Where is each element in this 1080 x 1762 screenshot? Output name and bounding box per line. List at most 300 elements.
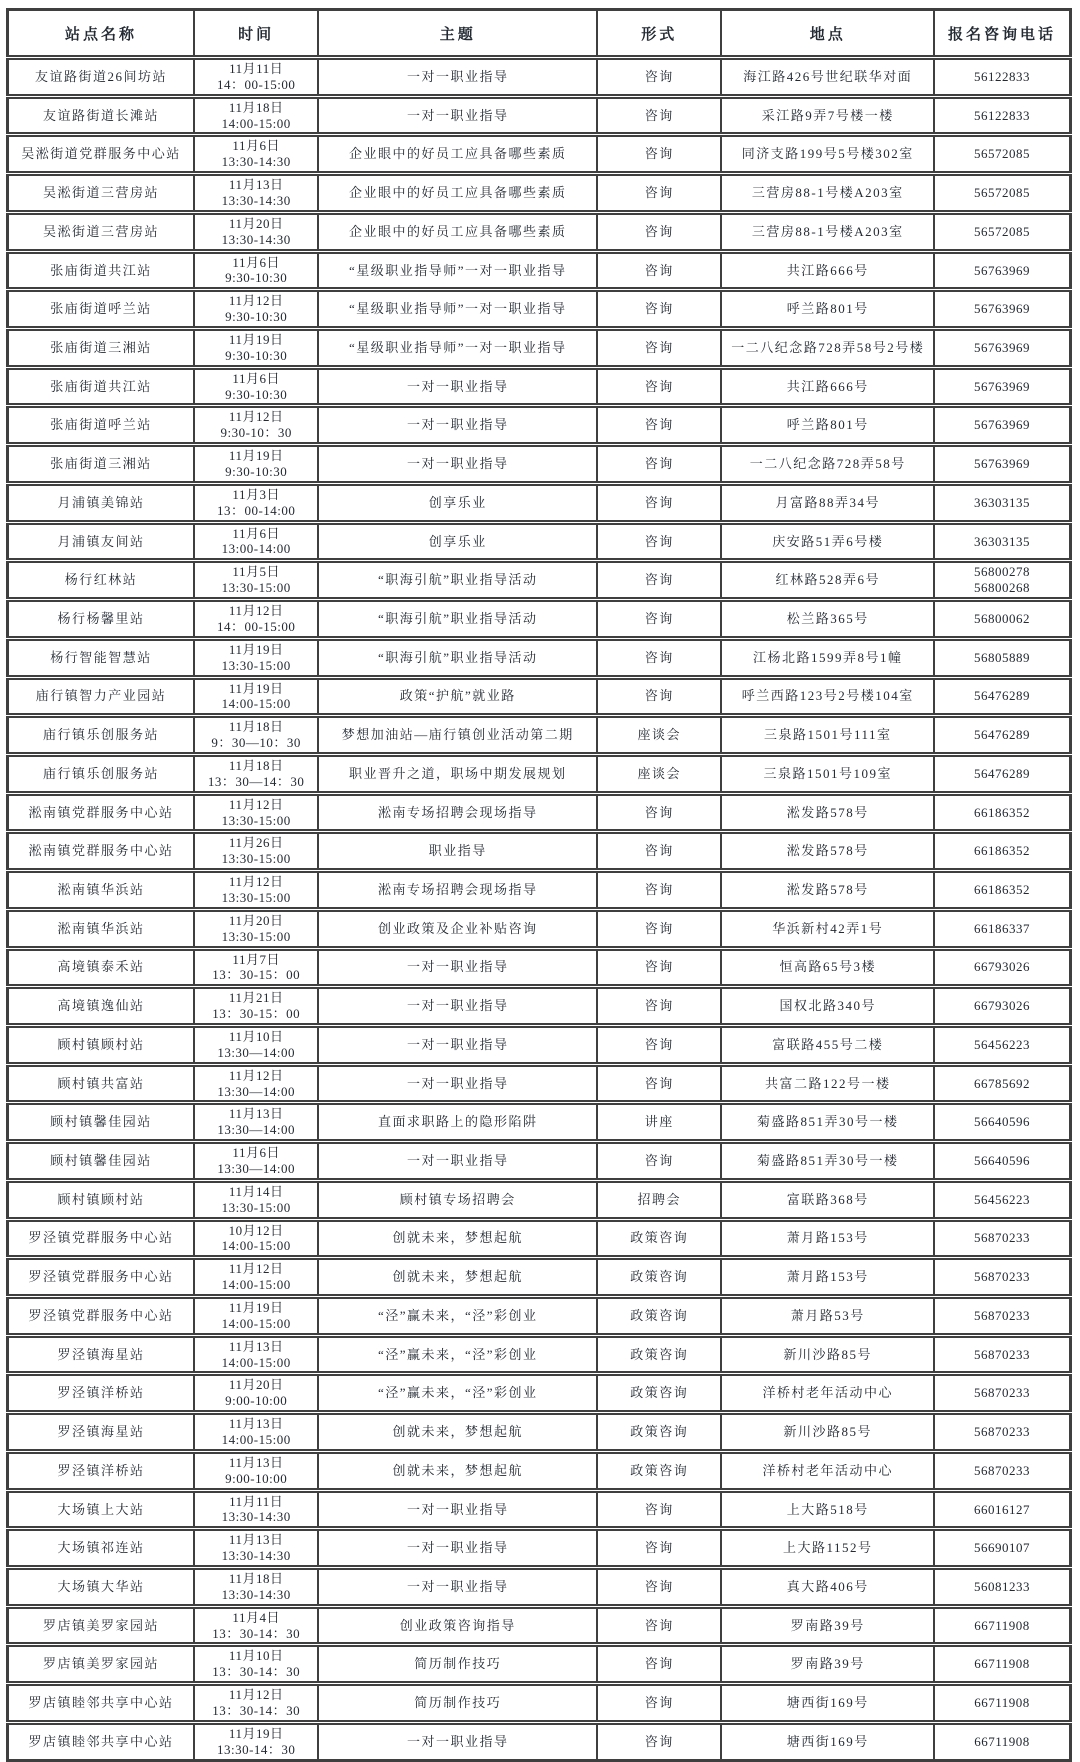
table-row: [8, 290, 1071, 329]
time-cell: [194, 754, 318, 793]
format-cell: 咨询: [597, 367, 721, 406]
topic-cell: 直面求职路上的隐形陷阱: [318, 1103, 597, 1142]
station-cell: 友谊路街道长滩站: [8, 96, 195, 135]
topic-cell: 政策“护航”就业路: [318, 677, 597, 716]
location-cell: 上大路1152号: [721, 1529, 934, 1568]
station-cell: 张庙街道三湘站: [8, 329, 195, 368]
phone-number: 56122833: [974, 68, 1031, 84]
phone-number: 66785692: [974, 1075, 1031, 1091]
station-cell: 淞南镇党群服务中心站: [8, 793, 195, 832]
location-cell: 三泉路1501号109室: [721, 754, 934, 793]
topic-cell: 顾村镇专场招聘会: [318, 1180, 597, 1219]
time-cell: [194, 445, 318, 484]
time-cell: [194, 1064, 318, 1103]
format-cell: 政策咨询: [597, 1258, 721, 1297]
topic-cell: 一对一职业指导: [318, 1529, 597, 1568]
location-cell: 新川沙路85号: [721, 1413, 934, 1452]
time-cell: [194, 1722, 318, 1760]
time-cell: [194, 522, 318, 561]
header-station: 站点名称: [8, 10, 195, 58]
station-cell: 张庙街道呼兰站: [8, 406, 195, 445]
phone-cell: [934, 754, 1070, 793]
topic-cell: 职业指导: [318, 832, 597, 871]
table-row: [8, 1180, 1071, 1219]
location-cell: 呼兰路801号: [721, 406, 934, 445]
location-cell: 一二八纪念路728弄58号: [721, 445, 934, 484]
format-cell: 咨询: [597, 174, 721, 213]
format-cell: 咨询: [597, 96, 721, 135]
table-row: [8, 987, 1071, 1026]
event-date: 11月12日: [228, 293, 284, 309]
time-cell: [194, 716, 318, 755]
event-date: 11月11日: [229, 1493, 284, 1509]
time-cell: [194, 1413, 318, 1452]
event-date: 11月13日: [228, 1532, 284, 1548]
event-time: 14:00-15:00: [221, 1315, 291, 1331]
phone-cell: [934, 600, 1070, 639]
phone-cell: [934, 1684, 1070, 1723]
location-cell: 上大路518号: [721, 1490, 934, 1529]
phone-number: 56640596: [974, 1114, 1031, 1130]
event-date: 11月5日: [232, 564, 280, 580]
phone-number: 56122833: [974, 107, 1031, 123]
event-date: 11月19日: [228, 641, 284, 657]
phone-number: 56572085: [974, 223, 1031, 239]
time-cell: [194, 561, 318, 600]
phone-cell: [934, 212, 1070, 251]
location-cell: 共富二路122号一楼: [721, 1064, 934, 1103]
station-cell: 罗泾镇海星站: [8, 1335, 195, 1374]
time-cell: [194, 1451, 318, 1490]
table-row: [8, 96, 1071, 135]
topic-cell: 创就未来，梦想起航: [318, 1258, 597, 1297]
location-cell: 呼兰路801号: [721, 290, 934, 329]
topic-cell: “职海引航”职业指导活动: [318, 600, 597, 639]
station-cell: 大场镇祁连站: [8, 1529, 195, 1568]
time-cell: [194, 1258, 318, 1297]
phone-number: 56572085: [974, 185, 1031, 201]
phone-cell: [934, 716, 1070, 755]
event-date: 11月20日: [228, 1377, 284, 1393]
time-cell: [194, 1529, 318, 1568]
location-cell: 松兰路365号: [721, 600, 934, 639]
topic-cell: “星级职业指导师”一对一职业指导: [318, 329, 597, 368]
location-cell: 华浜新村42弄1号: [721, 909, 934, 948]
table-row: [8, 1568, 1071, 1607]
location-cell: 三泉路1501号111室: [721, 716, 934, 755]
phone-number: 56476289: [974, 765, 1031, 781]
format-cell: 座谈会: [597, 716, 721, 755]
station-cell: 友谊路街道26间坊站: [8, 58, 195, 97]
event-time: 13:30-15:00: [221, 580, 291, 596]
event-time: 14:00-15:00: [221, 696, 291, 712]
phone-cell: [934, 1451, 1070, 1490]
event-time: 14：00-15:00: [216, 76, 296, 92]
phone-cell: [934, 1529, 1070, 1568]
phone-number: 36303135: [974, 494, 1031, 510]
format-cell: 咨询: [597, 1064, 721, 1103]
event-date: 11月10日: [228, 1028, 284, 1044]
format-cell: 咨询: [597, 793, 721, 832]
phone-number: 56476289: [974, 727, 1031, 743]
table-row: [8, 1490, 1071, 1529]
station-cell: 罗店镇睦邻共享中心站: [8, 1684, 195, 1723]
table-row: [8, 329, 1071, 368]
table-row: [8, 871, 1071, 910]
event-time: 9:00-10:00: [225, 1393, 288, 1409]
topic-cell: 一对一职业指导: [318, 96, 597, 135]
table-row: [8, 1219, 1071, 1258]
station-cell: 庙行镇乐创服务站: [8, 754, 195, 793]
phone-cell: [934, 561, 1070, 600]
topic-cell: 企业眼中的好员工应具备哪些素质: [318, 135, 597, 174]
event-time: 9:00-10:00: [225, 1470, 288, 1486]
location-cell: 菊盛路851弄30号一楼: [721, 1103, 934, 1142]
station-cell: 淞南镇华浜站: [8, 871, 195, 910]
time-cell: [194, 1219, 318, 1258]
location-cell: 富联路368号: [721, 1180, 934, 1219]
time-cell: [194, 1180, 318, 1219]
topic-cell: “泾”赢未来，“泾”彩创业: [318, 1297, 597, 1336]
station-cell: 罗泾镇洋桥站: [8, 1451, 195, 1490]
phone-cell: [934, 96, 1070, 135]
location-cell: 红林路528弄6号: [721, 561, 934, 600]
time-cell: [194, 367, 318, 406]
phone-number: 66711908: [974, 1695, 1030, 1711]
station-cell: 杨行智能智慧站: [8, 638, 195, 677]
phone-number: 66711908: [974, 1617, 1030, 1633]
event-time: 13:30—14:00: [217, 1083, 296, 1099]
table-row: [8, 1335, 1071, 1374]
time-cell: [194, 1025, 318, 1064]
location-cell: 同济支路199号5号楼302室: [721, 135, 934, 174]
format-cell: 咨询: [597, 638, 721, 677]
format-cell: 咨询: [597, 329, 721, 368]
time-cell: [194, 832, 318, 871]
table-row: [8, 1103, 1071, 1142]
event-date: 11月3日: [232, 486, 280, 502]
event-date: 11月12日: [228, 1261, 284, 1277]
phone-number: 56870233: [974, 1462, 1031, 1478]
phone-cell: [934, 1064, 1070, 1103]
table-row: [8, 212, 1071, 251]
station-cell: 杨行红林站: [8, 561, 195, 600]
station-cell: 罗泾镇党群服务中心站: [8, 1258, 195, 1297]
table-row: [8, 1025, 1071, 1064]
phone-cell: [934, 1025, 1070, 1064]
event-date: 11月6日: [232, 254, 280, 270]
event-date: 11月19日: [228, 1300, 284, 1315]
phone-cell: [934, 1568, 1070, 1607]
header-phone: 报名咨询电话: [934, 10, 1070, 58]
event-time: 9:30-10:30: [225, 270, 288, 286]
topic-cell: 淞南专场招聘会现场指导: [318, 793, 597, 832]
topic-cell: 创享乐业: [318, 522, 597, 561]
phone-cell: [934, 1180, 1070, 1219]
format-cell: 政策咨询: [597, 1413, 721, 1452]
topic-cell: 企业眼中的好员工应具备哪些素质: [318, 174, 597, 213]
location-cell: 淞发路578号: [721, 832, 934, 871]
table-header: [8, 10, 1071, 58]
location-cell: 恒高路65号3楼: [721, 948, 934, 987]
phone-number: 56640596: [974, 1153, 1031, 1169]
event-date: 11月19日: [228, 680, 284, 696]
event-time: 13:30-15:00: [221, 889, 291, 905]
topic-cell: 一对一职业指导: [318, 406, 597, 445]
station-cell: 庙行镇乐创服务站: [8, 716, 195, 755]
event-date: 11月13日: [228, 1338, 284, 1354]
topic-cell: 创就未来，梦想起航: [318, 1413, 597, 1452]
event-date: 11月19日: [228, 332, 284, 348]
station-cell: 吴淞街道三营房站: [8, 174, 195, 213]
event-date: 11月7日: [232, 951, 280, 967]
time-cell: [194, 948, 318, 987]
phone-cell: [934, 987, 1070, 1026]
event-time: 13:30-14:30: [221, 231, 291, 247]
station-cell: 张庙街道共江站: [8, 367, 195, 406]
table-row: [8, 716, 1071, 755]
format-cell: 咨询: [597, 677, 721, 716]
phone-cell: [934, 677, 1070, 716]
event-time: 9:30-10:30: [225, 464, 288, 480]
event-time: 13:30-15:00: [221, 928, 291, 944]
event-date: 11月11日: [229, 61, 284, 76]
time-cell: [194, 677, 318, 716]
phone-cell: [934, 1297, 1070, 1336]
phone-cell: [934, 58, 1070, 97]
location-cell: 萧月路53号: [721, 1297, 934, 1336]
phone-cell: [934, 948, 1070, 987]
phone-cell: [934, 445, 1070, 484]
event-date: 11月12日: [228, 874, 284, 890]
time-cell: [194, 1568, 318, 1607]
phone-cell: [934, 1413, 1070, 1452]
event-date: 11月19日: [228, 1725, 284, 1741]
schedule-table: [6, 8, 1072, 1762]
event-time: 13:30-15:00: [221, 1199, 291, 1215]
event-date: 11月12日: [228, 1687, 284, 1703]
phone-number: 56870233: [974, 1346, 1031, 1362]
phone-number: 56763969: [974, 301, 1031, 317]
event-date: 11月26日: [228, 835, 284, 851]
topic-cell: 创业政策咨询指导: [318, 1606, 597, 1645]
location-cell: 庆安路51弄6号楼: [721, 522, 934, 561]
event-date: 11月20日: [228, 912, 284, 928]
phone-cell: [934, 832, 1070, 871]
event-date: 11月6日: [232, 1145, 280, 1161]
station-cell: 淞南镇华浜站: [8, 909, 195, 948]
table-row: [8, 1297, 1071, 1336]
phone-cell: [934, 406, 1070, 445]
location-cell: 海江路426号世纪联华对面: [721, 58, 934, 97]
topic-cell: 创享乐业: [318, 483, 597, 522]
topic-cell: 一对一职业指导: [318, 987, 597, 1026]
time-cell: [194, 406, 318, 445]
location-cell: 共江路666号: [721, 251, 934, 290]
event-time: 14:00-15:00: [221, 1354, 291, 1370]
location-cell: 萧月路153号: [721, 1258, 934, 1297]
station-cell: 罗泾镇洋桥站: [8, 1374, 195, 1413]
format-cell: 咨询: [597, 871, 721, 910]
event-time: 13：30-14：30: [212, 1703, 301, 1719]
station-cell: 大场镇上大站: [8, 1490, 195, 1529]
event-date: 11月20日: [228, 215, 284, 231]
topic-cell: 职业晋升之道，职场中期发展规划: [318, 754, 597, 793]
event-date: 11月21日: [228, 990, 284, 1006]
phone-number: 66793026: [974, 998, 1031, 1014]
format-cell: 政策咨询: [597, 1374, 721, 1413]
topic-cell: 创业政策及企业补贴咨询: [318, 909, 597, 948]
location-cell: 淞发路578号: [721, 793, 934, 832]
table-row: [8, 483, 1071, 522]
table-row: [8, 1606, 1071, 1645]
format-cell: 咨询: [597, 1645, 721, 1684]
table-row: [8, 948, 1071, 987]
phone-number: 56800268: [974, 580, 1031, 596]
format-cell: 咨询: [597, 483, 721, 522]
phone-number: 66186352: [974, 843, 1031, 859]
phone-cell: [934, 290, 1070, 329]
table-row: [8, 135, 1071, 174]
phone-number: 56870233: [974, 1230, 1031, 1246]
location-cell: 洋桥村老年活动中心: [721, 1451, 934, 1490]
phone-cell: [934, 793, 1070, 832]
phone-cell: [934, 1722, 1070, 1760]
table-row: [8, 1529, 1071, 1568]
table-row: [8, 251, 1071, 290]
event-date: 11月18日: [228, 99, 284, 115]
topic-cell: 一对一职业指导: [318, 445, 597, 484]
format-cell: 咨询: [597, 290, 721, 329]
format-cell: 咨询: [597, 561, 721, 600]
location-cell: 国权北路340号: [721, 987, 934, 1026]
header-location: 地点: [721, 10, 934, 58]
phone-number: 56870233: [974, 1424, 1031, 1440]
time-cell: [194, 290, 318, 329]
location-cell: 菊盛路851弄30号一楼: [721, 1142, 934, 1181]
event-time: 14:00-15:00: [221, 115, 291, 131]
event-time: 13：30-14：30: [212, 1664, 301, 1680]
topic-cell: 一对一职业指导: [318, 948, 597, 987]
event-date: 11月10日: [228, 1648, 284, 1664]
event-time: 13：30-15：00: [212, 1006, 301, 1022]
time-cell: [194, 1606, 318, 1645]
station-cell: 淞南镇党群服务中心站: [8, 832, 195, 871]
topic-cell: 一对一职业指导: [318, 367, 597, 406]
time-cell: [194, 1142, 318, 1181]
station-cell: 吴淞街道三营房站: [8, 212, 195, 251]
phone-cell: [934, 1645, 1070, 1684]
format-cell: 咨询: [597, 600, 721, 639]
event-date: 11月18日: [228, 719, 284, 735]
event-time: 14：00-15:00: [216, 618, 296, 634]
event-time: 13:30-14:30: [221, 1586, 291, 1602]
station-cell: 高境镇逸仙站: [8, 987, 195, 1026]
location-cell: 萧月路153号: [721, 1219, 934, 1258]
format-cell: 咨询: [597, 832, 721, 871]
table-row: [8, 561, 1071, 600]
format-cell: 咨询: [597, 251, 721, 290]
location-cell: 一二八纪念路728弄58号2号楼: [721, 329, 934, 368]
event-time: 13:30-15:00: [221, 851, 291, 867]
station-cell: 大场镇大华站: [8, 1568, 195, 1607]
phone-number: 66186352: [974, 804, 1031, 820]
event-time: 9:30-10：30: [220, 425, 292, 441]
event-date: 11月13日: [228, 1416, 284, 1432]
event-date: 11月12日: [228, 603, 284, 619]
phone-cell: [934, 135, 1070, 174]
format-cell: 座谈会: [597, 754, 721, 793]
time-cell: [194, 1490, 318, 1529]
format-cell: 咨询: [597, 135, 721, 174]
topic-cell: 企业眼中的好员工应具备哪些素质: [318, 212, 597, 251]
table-row: [8, 406, 1071, 445]
event-time: 13:30-14:30: [221, 1509, 291, 1525]
location-cell: 富联路455号二楼: [721, 1025, 934, 1064]
topic-cell: 创就未来，梦想起航: [318, 1451, 597, 1490]
phone-number: 56763969: [974, 339, 1031, 355]
format-cell: 咨询: [597, 212, 721, 251]
phone-number: 56456223: [974, 1036, 1031, 1052]
table-row: [8, 909, 1071, 948]
phone-cell: [934, 483, 1070, 522]
location-cell: 共江路666号: [721, 367, 934, 406]
header-row: [8, 10, 1071, 58]
format-cell: 咨询: [597, 987, 721, 1026]
phone-number: 56800062: [974, 610, 1031, 626]
format-cell: 咨询: [597, 406, 721, 445]
table-row: [8, 1142, 1071, 1181]
location-cell: 月富路88弄34号: [721, 483, 934, 522]
table-row: [8, 600, 1071, 639]
event-date: 11月12日: [228, 409, 284, 425]
station-cell: 顾村镇馨佳园站: [8, 1103, 195, 1142]
event-date: 11月13日: [228, 1454, 284, 1470]
location-cell: 淞发路578号: [721, 871, 934, 910]
event-time: 13:30—14:00: [217, 1122, 296, 1138]
station-cell: 顾村镇馨佳园站: [8, 1142, 195, 1181]
station-cell: 顾村镇顾村站: [8, 1180, 195, 1219]
station-cell: 罗店镇美罗家园站: [8, 1606, 195, 1645]
event-time: 13:30-14:30: [221, 1548, 291, 1564]
station-cell: 杨行杨馨里站: [8, 600, 195, 639]
phone-cell: [934, 1142, 1070, 1181]
location-cell: 三营房88-1号楼A203室: [721, 212, 934, 251]
topic-cell: 淞南专场招聘会现场指导: [318, 871, 597, 910]
time-cell: [194, 987, 318, 1026]
topic-cell: 一对一职业指导: [318, 1025, 597, 1064]
topic-cell: 创就未来，梦想起航: [318, 1219, 597, 1258]
table-row: [8, 793, 1071, 832]
format-cell: 政策咨询: [597, 1335, 721, 1374]
time-cell: [194, 1645, 318, 1684]
topic-cell: “泾”赢未来，“泾”彩创业: [318, 1335, 597, 1374]
location-cell: 洋桥村老年活动中心: [721, 1374, 934, 1413]
location-cell: 江杨北路1599弄8号1幢: [721, 638, 934, 677]
phone-number: 66186352: [974, 882, 1031, 898]
format-cell: 咨询: [597, 1490, 721, 1529]
event-time: 13:30-14:30: [221, 154, 291, 170]
event-time: 13：30-14：30: [212, 1625, 301, 1641]
phone-cell: [934, 1103, 1070, 1142]
phone-number: 56081233: [974, 1578, 1031, 1594]
station-cell: 罗泾镇海星站: [8, 1413, 195, 1452]
event-date: 11月4日: [232, 1609, 280, 1625]
event-time: 9:30-10:30: [225, 309, 288, 325]
time-cell: [194, 135, 318, 174]
topic-cell: 简历制作技巧: [318, 1684, 597, 1723]
event-date: 11月19日: [228, 448, 284, 464]
